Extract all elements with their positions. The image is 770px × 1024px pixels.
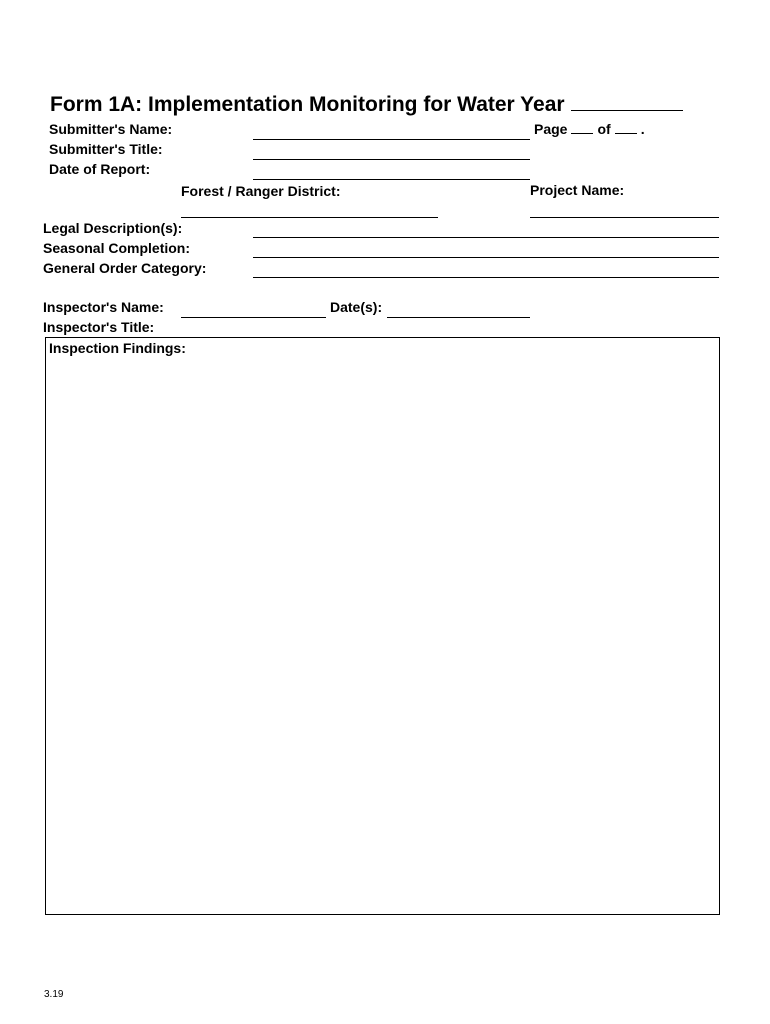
seasonal-completion-field[interactable] — [253, 257, 719, 258]
submitter-name-field[interactable] — [253, 139, 530, 140]
general-order-label: General Order Category: — [43, 260, 207, 276]
of-label: of — [597, 121, 611, 137]
form-title-text: Form 1A: Implementation Monitoring for Water Year — [50, 93, 565, 116]
form-title — [50, 92, 683, 117]
page-label: Page — [534, 121, 568, 137]
inspector-name-label: Inspector's Name: — [43, 299, 164, 315]
submitter-title-field[interactable] — [253, 159, 530, 160]
page-number-field[interactable] — [571, 121, 593, 134]
seasonal-completion-label: Seasonal Completion: — [43, 240, 191, 256]
legal-description-field[interactable] — [253, 237, 719, 238]
legal-description-label: Legal Description(s): — [43, 220, 183, 236]
dates-field[interactable] — [387, 317, 530, 318]
inspection-findings-label: Inspection Findings: — [49, 340, 186, 356]
general-order-field[interactable] — [253, 277, 719, 278]
submitter-name-label: Submitter's Name: — [49, 121, 173, 137]
forest-district-field[interactable] — [181, 217, 438, 218]
dates-label: Date(s): — [330, 299, 383, 315]
date-of-report-field[interactable] — [253, 179, 530, 180]
date-of-report-label: Date of Report: — [49, 161, 151, 177]
water-year-field[interactable] — [571, 92, 683, 111]
project-name-label: Project Name: — [530, 182, 625, 198]
page-total-field[interactable] — [615, 121, 637, 134]
forest-district-label: Forest / Ranger District: — [181, 183, 341, 199]
page-end: . — [640, 121, 645, 137]
submitter-title-label: Submitter's Title: — [49, 141, 163, 157]
inspector-name-field[interactable] — [181, 317, 326, 318]
inspection-findings-box[interactable] — [45, 337, 720, 915]
page-count — [534, 121, 645, 137]
page-number: 3.19 — [44, 989, 64, 1000]
inspector-title-label: Inspector's Title: — [43, 319, 155, 335]
project-name-field[interactable] — [530, 217, 719, 218]
